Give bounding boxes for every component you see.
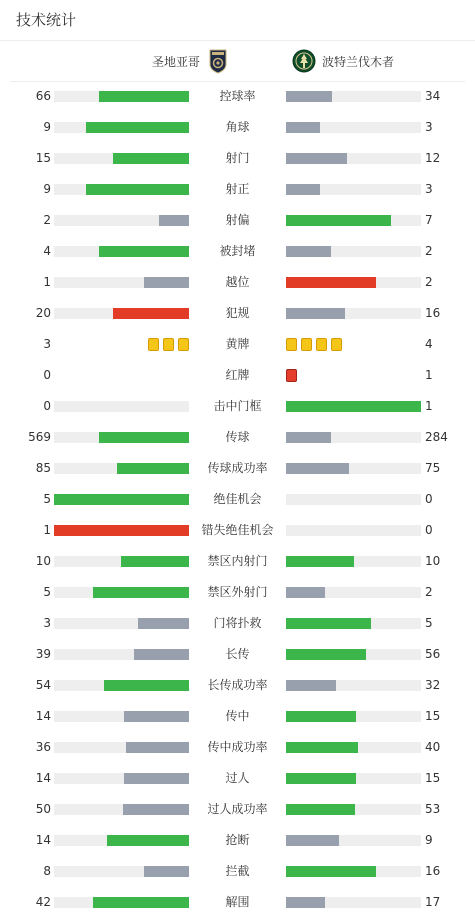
stat-row: [0, 794, 475, 825]
stat-label: 传中: [225, 709, 250, 723]
home-value: 5: [43, 585, 51, 599]
home-bar-fill: [123, 804, 189, 815]
home-value: 8: [43, 864, 51, 878]
stat-label: 拦截: [225, 864, 250, 878]
away-value: 32: [425, 678, 441, 692]
stat-row: [0, 732, 475, 763]
away-bar-track: [286, 91, 421, 102]
stat-label: 过人成功率: [207, 802, 268, 816]
stat-label: 传中成功率: [207, 740, 268, 754]
away-bar-track: [286, 122, 421, 133]
home-bar-track: [54, 556, 189, 567]
red-card-icon: [286, 369, 297, 382]
home-bar-fill: [93, 587, 189, 598]
stat-label: 犯规: [225, 306, 250, 320]
stat-row: [0, 608, 475, 639]
stat-row: [0, 391, 475, 422]
stat-row: [0, 360, 475, 391]
away-value: 2: [425, 244, 433, 258]
stat-row: [0, 825, 475, 856]
away-bar-fill: [286, 711, 356, 722]
stat-row: [0, 577, 475, 608]
home-bar-track: [54, 866, 189, 877]
stat-label: 传球成功率: [207, 461, 268, 475]
away-bar-fill: [286, 277, 376, 288]
stat-label: 解围: [225, 895, 250, 909]
home-bar-fill: [113, 308, 189, 319]
stat-row: [0, 205, 475, 236]
away-bar-track: [286, 525, 421, 536]
home-bar-track: [54, 804, 189, 815]
stat-label: 射门: [225, 151, 250, 165]
away-bar-fill: [286, 91, 332, 102]
home-bar-fill: [144, 277, 189, 288]
stat-row: [0, 701, 475, 732]
home-bar-fill: [86, 184, 189, 195]
yellow-card-icon: [301, 338, 312, 351]
away-value: 284: [425, 430, 448, 444]
home-value: 5: [43, 492, 51, 506]
home-bar-track: [54, 184, 189, 195]
home-bar-fill: [124, 711, 189, 722]
stat-label: 红牌: [225, 368, 250, 382]
stat-label: 黄牌: [225, 337, 250, 351]
yellow-card-icon: [178, 338, 189, 351]
home-bar-track: [54, 246, 189, 257]
stat-label: 长传: [225, 647, 250, 661]
home-team-name: 圣地亚哥: [151, 54, 200, 69]
home-value: 10: [35, 554, 51, 568]
stat-label: 禁区内射门: [207, 554, 268, 568]
away-bar-track: [286, 215, 421, 226]
home-bar-fill: [113, 153, 189, 164]
stat-label: 抢断: [225, 833, 250, 847]
stat-row: [0, 112, 475, 143]
home-bar-track: [54, 494, 189, 505]
home-bar-fill: [93, 897, 189, 908]
away-bar-track: [286, 773, 421, 784]
home-bar-track: [54, 122, 189, 133]
stat-label: 禁区外射门: [207, 585, 268, 599]
home-bar-track: [54, 153, 189, 164]
stat-row: [0, 81, 475, 112]
stat-row: [0, 763, 475, 794]
away-value: 0: [425, 523, 433, 537]
home-value: 20: [35, 306, 51, 320]
away-bar-track: [286, 184, 421, 195]
stat-label: 射偏: [225, 213, 250, 227]
home-value: 14: [35, 771, 51, 785]
stat-row: [0, 267, 475, 298]
away-bar-fill: [286, 556, 354, 567]
home-bar-fill: [117, 463, 189, 474]
stat-label: 长传成功率: [207, 678, 268, 692]
away-value: 7: [425, 213, 433, 227]
stat-row: [0, 329, 475, 360]
stat-label: 射正: [225, 182, 250, 196]
home-value: 4: [43, 244, 51, 258]
home-bar-fill: [54, 494, 189, 505]
home-value: 14: [35, 833, 51, 847]
home-value: 3: [43, 337, 51, 351]
away-value: 1: [425, 399, 433, 413]
home-value: 14: [35, 709, 51, 723]
away-value: 15: [425, 709, 441, 723]
away-value: 1: [425, 368, 433, 382]
away-bar-track: [286, 246, 421, 257]
away-bar-track: [286, 494, 421, 505]
home-value: 42: [35, 895, 51, 909]
stats-list: [0, 81, 475, 918]
away-bar-track: [286, 804, 421, 815]
away-bar-fill: [286, 773, 356, 784]
team-header: [10, 41, 465, 81]
yellow-card-icon: [331, 338, 342, 351]
stat-row: [0, 143, 475, 174]
home-bar-track: [54, 91, 189, 102]
home-value: 569: [28, 430, 51, 444]
stat-row: [0, 856, 475, 887]
away-bar-fill: [286, 463, 349, 474]
home-value: 66: [35, 89, 51, 103]
home-bar-fill: [107, 835, 189, 846]
away-value: 17: [425, 895, 441, 909]
home-cards: [148, 338, 189, 351]
yellow-card-icon: [148, 338, 159, 351]
stat-label: 传球: [225, 430, 250, 444]
home-value: 9: [43, 182, 51, 196]
home-value: 1: [43, 275, 51, 289]
home-bar-fill: [99, 91, 189, 102]
home-value: 50: [35, 802, 51, 816]
away-bar-fill: [286, 401, 421, 412]
away-bar-fill: [286, 432, 331, 443]
home-bar-track: [54, 649, 189, 660]
away-bar-fill: [286, 649, 366, 660]
away-value: 4: [425, 337, 433, 351]
home-value: 9: [43, 120, 51, 134]
away-bar-track: [286, 711, 421, 722]
away-value: 10: [425, 554, 441, 568]
yellow-card-icon: [286, 338, 297, 351]
away-bar-fill: [286, 866, 376, 877]
home-bar-fill: [99, 432, 189, 443]
home-bar-fill: [54, 525, 189, 536]
home-bar-track: [54, 618, 189, 629]
away-value: 0: [425, 492, 433, 506]
home-value: 3: [43, 616, 51, 630]
away-bar-fill: [286, 587, 325, 598]
home-value: 85: [35, 461, 51, 475]
away-team[interactable]: [292, 41, 394, 81]
home-value: 39: [35, 647, 51, 661]
home-bar-track: [54, 525, 189, 536]
home-bar-fill: [124, 773, 189, 784]
sd-badge-icon: [208, 48, 228, 74]
home-bar-fill: [86, 122, 189, 133]
home-bar-track: [54, 215, 189, 226]
home-bar-track: [54, 835, 189, 846]
away-value: 3: [425, 182, 433, 196]
home-team[interactable]: [152, 41, 228, 81]
away-cards: [286, 369, 297, 382]
stat-row: [0, 515, 475, 546]
stat-row: [0, 422, 475, 453]
yellow-card-icon: [316, 338, 327, 351]
away-bar-track: [286, 587, 421, 598]
home-value: 15: [35, 151, 51, 165]
away-value: 53: [425, 802, 441, 816]
away-bar-track: [286, 742, 421, 753]
away-value: 15: [425, 771, 441, 785]
stat-row: [0, 639, 475, 670]
away-bar-fill: [286, 680, 336, 691]
home-bar-track: [54, 680, 189, 691]
stat-row: [0, 546, 475, 577]
home-bar-fill: [138, 618, 189, 629]
home-bar-fill: [159, 215, 189, 226]
stat-label: 过人: [225, 771, 250, 785]
page-title: 技术统计: [16, 11, 77, 29]
home-bar-fill: [126, 742, 189, 753]
home-bar-fill: [99, 246, 189, 257]
stat-label: 被封堵: [219, 244, 256, 258]
home-bar-track: [54, 742, 189, 753]
away-value: 2: [425, 585, 433, 599]
away-bar-track: [286, 680, 421, 691]
yellow-card-icon: [163, 338, 174, 351]
stat-label: 击中门框: [213, 399, 262, 413]
away-value: 5: [425, 616, 433, 630]
away-cards: [286, 338, 342, 351]
stat-row: [0, 298, 475, 329]
timbers-badge-icon: [292, 49, 316, 73]
home-value: 2: [43, 213, 51, 227]
away-bar-track: [286, 463, 421, 474]
away-bar-fill: [286, 804, 355, 815]
away-value: 34: [425, 89, 441, 103]
away-bar-fill: [286, 122, 320, 133]
stat-row: [0, 670, 475, 701]
stat-row: [0, 484, 475, 515]
away-bar-fill: [286, 153, 347, 164]
away-bar-track: [286, 277, 421, 288]
stat-label: 门将扑救: [213, 616, 262, 630]
away-value: 16: [425, 306, 441, 320]
away-bar-track: [286, 897, 421, 908]
away-bar-track: [286, 432, 421, 443]
away-value: 12: [425, 151, 441, 165]
away-bar-fill: [286, 215, 391, 226]
home-bar-track: [54, 401, 189, 412]
home-bar-fill: [121, 556, 189, 567]
away-bar-fill: [286, 897, 325, 908]
home-bar-track: [54, 897, 189, 908]
home-bar-track: [54, 432, 189, 443]
home-bar-track: [54, 773, 189, 784]
home-value: 36: [35, 740, 51, 754]
stat-label: 错失绝佳机会: [201, 523, 274, 537]
away-value: 2: [425, 275, 433, 289]
home-value: 0: [43, 368, 51, 382]
away-value: 75: [425, 461, 441, 475]
stat-row: [0, 174, 475, 205]
home-value: 0: [43, 399, 51, 413]
stat-label: 绝佳机会: [213, 492, 262, 506]
away-bar-track: [286, 618, 421, 629]
away-value: 16: [425, 864, 441, 878]
stat-row: [0, 236, 475, 267]
away-value: 40: [425, 740, 441, 754]
stat-label: 控球率: [219, 89, 256, 103]
home-value: 1: [43, 523, 51, 537]
home-bar-fill: [134, 649, 189, 660]
away-bar-fill: [286, 246, 331, 257]
stat-label: 角球: [225, 120, 250, 134]
away-bar-track: [286, 866, 421, 877]
away-bar-track: [286, 308, 421, 319]
away-bar-track: [286, 401, 421, 412]
home-bar-track: [54, 711, 189, 722]
stat-row: [0, 887, 475, 918]
home-bar-track: [54, 463, 189, 474]
away-bar-track: [286, 649, 421, 660]
stat-row: [0, 453, 475, 484]
away-bar-track: [286, 153, 421, 164]
away-value: 56: [425, 647, 441, 661]
stat-label: 越位: [225, 275, 250, 289]
home-bar-track: [54, 308, 189, 319]
away-bar-fill: [286, 742, 358, 753]
away-bar-track: [286, 556, 421, 567]
home-bar-track: [54, 587, 189, 598]
home-bar-fill: [144, 866, 189, 877]
home-bar-fill: [104, 680, 189, 691]
away-bar-fill: [286, 184, 320, 195]
away-value: 3: [425, 120, 433, 134]
away-bar-fill: [286, 308, 345, 319]
away-value: 9: [425, 833, 433, 847]
away-team-name: 波特兰伐木者: [322, 54, 395, 69]
home-bar-track: [54, 277, 189, 288]
away-bar-fill: [286, 835, 339, 846]
away-bar-track: [286, 835, 421, 846]
away-bar-fill: [286, 618, 371, 629]
home-value: 54: [35, 678, 51, 692]
